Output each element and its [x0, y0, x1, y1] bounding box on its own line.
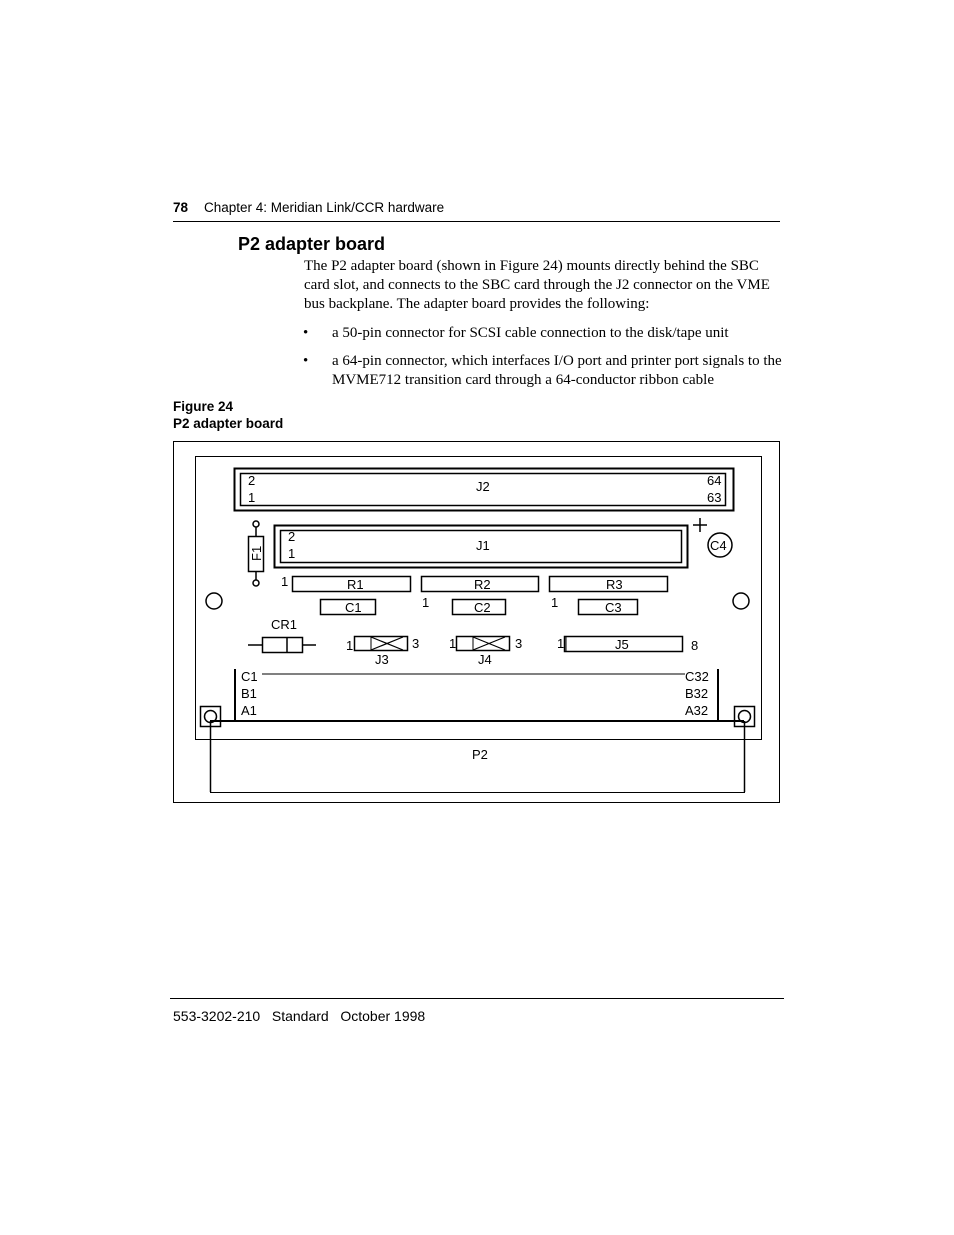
j2-pin63-label: 63 — [707, 490, 722, 505]
r3-label: R3 — [606, 577, 623, 592]
j2-pin2-label: 2 — [248, 473, 256, 488]
cr1-label: CR1 — [271, 617, 298, 632]
c4-label: C4 — [710, 538, 727, 553]
j2-connector — [235, 469, 734, 511]
row-a32-label: A32 — [685, 703, 709, 718]
j4-pin3-label: 3 — [515, 636, 523, 651]
p2-adapter-board-diagram — [173, 441, 781, 805]
p2-label: P2 — [472, 747, 488, 762]
row-b32-label: B32 — [685, 686, 709, 701]
section-heading: P2 adapter board — [238, 234, 386, 254]
chapter-title: Chapter 4: Meridian Link/CCR hardware — [204, 200, 445, 215]
j3-pin3-label: 3 — [412, 636, 420, 651]
r1-resistor — [281, 574, 411, 592]
f1-label: F1 — [249, 545, 264, 561]
mounting-hole-left — [206, 593, 222, 609]
row-b1-label: B1 — [241, 686, 257, 701]
f1-fuse — [249, 521, 265, 586]
j4-pin1-label: 1 — [449, 636, 457, 651]
j5-pin8-label: 8 — [691, 638, 699, 653]
j5-pin1-label: 1 — [557, 636, 565, 651]
footer-text: 553-3202-210 Standard October 1998 — [173, 1008, 426, 1024]
j1-pin2-label: 2 — [288, 529, 296, 544]
j3-jumper — [346, 636, 419, 667]
c1-label: C1 — [345, 600, 362, 615]
p2-connector — [210, 721, 745, 793]
r3-pin1-label: 1 — [551, 595, 559, 610]
figure-title: P2 adapter board — [173, 416, 284, 431]
r3-resistor — [550, 577, 668, 593]
p2-pin-rows — [235, 669, 718, 721]
j1-connector — [275, 526, 688, 568]
j2-pin1-label: 1 — [248, 490, 256, 505]
running-header — [173, 199, 780, 222]
mounting-hole-right — [733, 593, 749, 609]
c2-capacitor — [453, 600, 506, 616]
board-outline — [196, 457, 762, 740]
j3-pin1-label: 1 — [346, 638, 354, 653]
intro-paragraph: The P2 adapter board (shown in Figure 24) mounts directly behind the SBC card slot, and connects to the SBC card through the J2 connector on the VME bus backplane. The adapter board provides the following: — [304, 258, 770, 312]
page-number: 78 — [173, 200, 189, 215]
r2-resistor — [422, 577, 539, 593]
r1-label: R1 — [347, 577, 364, 592]
c4-capacitor — [693, 518, 732, 557]
j5-connector — [557, 636, 698, 653]
row-a1-label: A1 — [241, 703, 257, 718]
c3-capacitor — [579, 600, 638, 616]
r1-pin1-label: 1 — [281, 574, 289, 589]
j1-pin1-label: 1 — [288, 546, 296, 561]
j5-label: J5 — [615, 637, 629, 652]
c3-label: C3 — [605, 600, 622, 615]
c1-capacitor — [321, 600, 376, 616]
r2-pin1-label: 1 — [422, 595, 430, 610]
j2-label: J2 — [476, 479, 490, 494]
figure-caption — [173, 398, 283, 432]
bullet-text: a 50-pin connector for SCSI cable connection to the disk/tape unit — [332, 325, 729, 341]
j4-label: J4 — [478, 652, 492, 667]
bullet-symbol: • — [303, 325, 309, 341]
figure-number: Figure 24 — [173, 399, 234, 414]
row-c32-label: C32 — [685, 669, 709, 684]
r2-label: R2 — [474, 577, 491, 592]
row-c1-label: C1 — [241, 669, 258, 684]
body-text — [303, 257, 784, 388]
bullet-symbol: • — [303, 353, 309, 369]
j2-pin64-label: 64 — [707, 473, 722, 488]
cr1-diode — [248, 617, 316, 653]
j3-label: J3 — [375, 652, 389, 667]
running-footer — [170, 998, 784, 1024]
j1-label: J1 — [476, 538, 490, 553]
j4-jumper — [449, 636, 522, 667]
c2-label: C2 — [474, 600, 491, 615]
bullet-text: a 64-pin connector, which interfaces I/O port and printer port signals to the MVME712 transition card through a 64-conductor ribbon cable — [332, 353, 782, 388]
